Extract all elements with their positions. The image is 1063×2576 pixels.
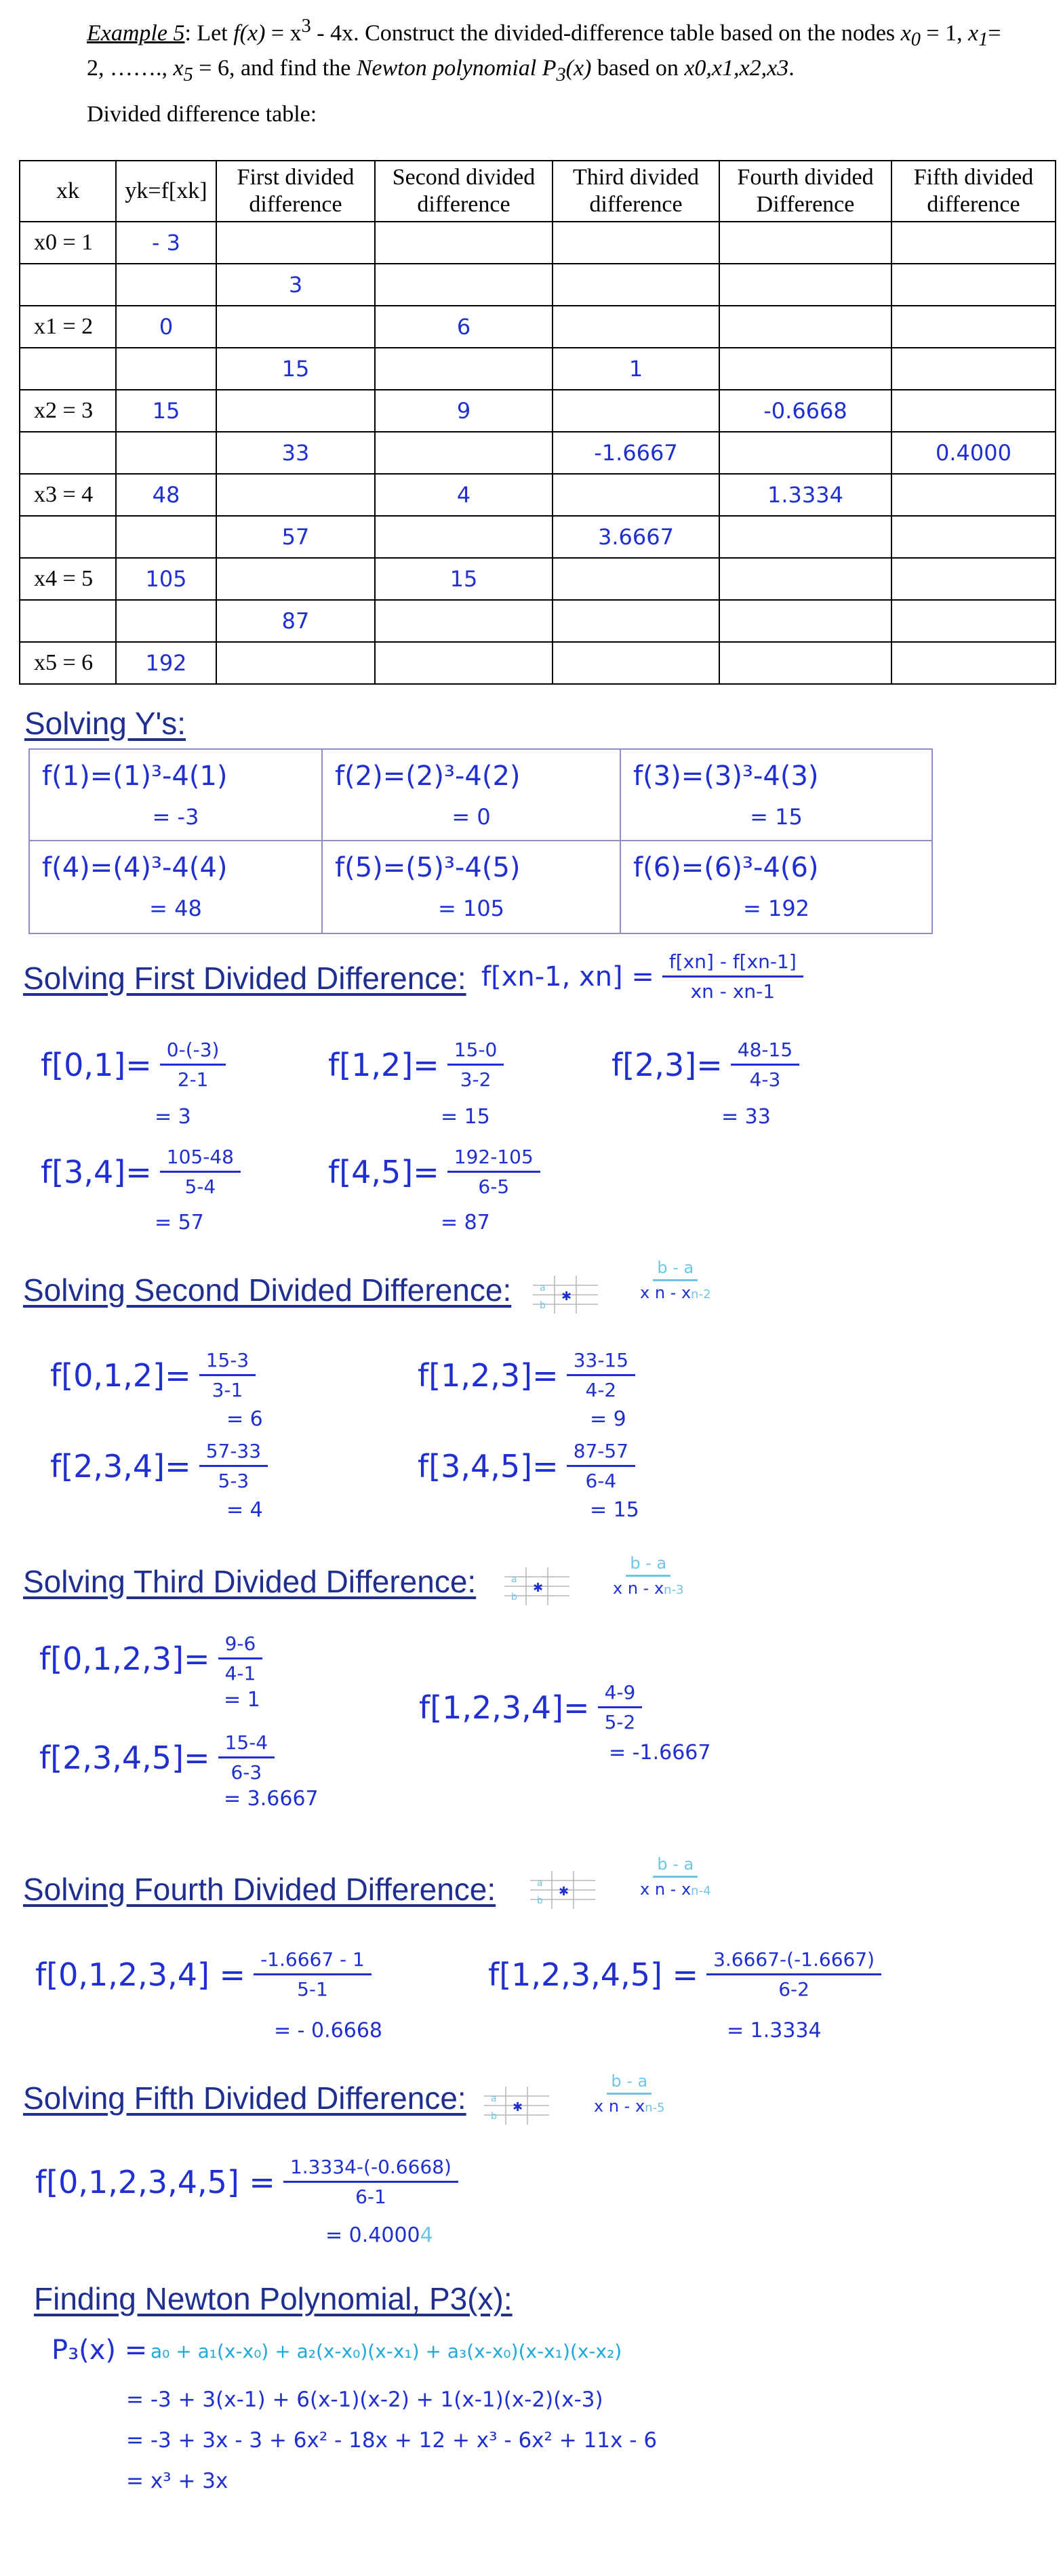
- eq-numerator: 48-15: [731, 1039, 799, 1066]
- table-row: [20, 558, 1056, 600]
- fourth-mini-formula: [640, 1855, 711, 1899]
- svg-text:a: a: [511, 1574, 517, 1585]
- cell-xk: x3 = 4: [20, 474, 116, 516]
- cell-xk: x0 = 1: [20, 222, 116, 264]
- eq-fraction: [447, 1039, 504, 1091]
- eq-denominator: 5-3: [218, 1470, 249, 1492]
- formula-denominator: xn - xn-1: [690, 980, 776, 1003]
- cell-xk: [20, 264, 116, 306]
- p-arg: (x): [565, 56, 592, 81]
- first-eq-0: [41, 1039, 226, 1091]
- table-row: [20, 264, 1056, 306]
- eq-denominator: 3-2: [460, 1068, 492, 1091]
- eq-fraction: [218, 1632, 263, 1685]
- problem-statement: [87, 12, 1009, 89]
- mini-table-icon: [530, 1871, 595, 1909]
- cell-d4: [719, 600, 891, 642]
- intro-text: = x: [265, 20, 302, 46]
- heading-fourth-divided: Solving Fourth Divided Difference:: [23, 1872, 496, 1907]
- formula-numerator: f[xn] - f[xn-1]: [662, 950, 803, 978]
- cell-y: - 3: [116, 222, 216, 264]
- second-result-1: = 9: [590, 1407, 626, 1431]
- cell-d4: 1.3334: [719, 474, 891, 516]
- first-eq-1: [328, 1039, 504, 1091]
- cell-d3: [553, 558, 719, 600]
- eq-denominator: 5-1: [297, 1978, 328, 2000]
- header-second: Second divided difference: [375, 161, 553, 222]
- y-cell: [621, 750, 931, 841]
- newton-lhs: P₃(x) =: [52, 2335, 148, 2366]
- eq-lhs: f[2,3]=: [611, 1046, 723, 1083]
- y-equation: f(3)=(3)³-4(3): [633, 761, 819, 792]
- cell-d2: [375, 432, 553, 474]
- cell-d3: 1: [553, 348, 719, 390]
- cell-d3: [553, 474, 719, 516]
- y-result: = 105: [437, 895, 505, 921]
- cell-d4: [719, 222, 891, 264]
- eq-numerator: 15-0: [447, 1039, 504, 1066]
- intro-text: : Let: [184, 20, 234, 46]
- cell-d3: [553, 642, 719, 684]
- fourth-eq-0: [35, 1948, 372, 2000]
- cell-d2: [375, 600, 553, 642]
- third-result-1: = -1.6667: [609, 1741, 711, 1765]
- cell-d4: [719, 348, 891, 390]
- cell-d5: [891, 306, 1056, 348]
- y-equation: f(4)=(4)³-4(4): [42, 852, 228, 883]
- cell-y: 48: [116, 474, 216, 516]
- third-eq-1: [419, 1681, 642, 1733]
- cell-d1: 87: [216, 600, 375, 642]
- table-row: [20, 348, 1056, 390]
- cell-d1: 57: [216, 516, 375, 558]
- cell-d5: [891, 558, 1056, 600]
- svg-text:b: b: [511, 1592, 517, 1603]
- eq-lhs: f[1,2]=: [328, 1046, 439, 1083]
- cell-y: 105: [116, 558, 216, 600]
- table-row: [20, 642, 1056, 684]
- table-header-row: [20, 161, 1056, 222]
- y-cell: [30, 750, 323, 841]
- mini-den-main: x n - x: [640, 1880, 691, 1899]
- formula-fraction: [662, 950, 803, 1003]
- x5-var: x: [173, 56, 184, 81]
- cell-d5: [891, 390, 1056, 432]
- cell-d2: [375, 222, 553, 264]
- header-first: First divided difference: [216, 161, 375, 222]
- eq-numerator: 87-57: [567, 1440, 635, 1467]
- eq-fraction: [199, 1440, 268, 1492]
- third-result-2: = 3.6667: [224, 1787, 319, 1811]
- first-divided-formula: [481, 950, 803, 1003]
- second-eq-3: [418, 1440, 635, 1492]
- intro-text: based on: [591, 56, 685, 81]
- cell-d3: [553, 222, 719, 264]
- x1-var: x: [968, 20, 979, 46]
- eq-fraction: [283, 2156, 458, 2208]
- cell-d5: [891, 474, 1056, 516]
- cell-d1: [216, 222, 375, 264]
- eq-numerator: 1.3334-(-0.6668): [283, 2156, 458, 2183]
- y-equation: f(1)=(1)³-4(1): [42, 761, 228, 792]
- cell-y: 192: [116, 642, 216, 684]
- cell-xk: x5 = 6: [20, 642, 116, 684]
- mini-numerator: b - a: [607, 2072, 651, 2095]
- x0-sub: 0: [910, 29, 921, 51]
- table-row: [20, 390, 1056, 432]
- cell-d3: [553, 390, 719, 432]
- eq-lhs: f[0,1,2,3]=: [39, 1640, 210, 1677]
- eq-fraction: [160, 1039, 226, 1091]
- formula-lhs: f[xn-1, xn] =: [481, 961, 654, 992]
- cell-xk: [20, 516, 116, 558]
- first-result-4: = 87: [441, 1211, 490, 1234]
- third-result-0: = 1: [224, 1688, 260, 1712]
- eq-denominator: 3-1: [212, 1379, 243, 1401]
- cell-d1: 33: [216, 432, 375, 474]
- cell-d5: [891, 348, 1056, 390]
- fifth-result-main: = 0.4000: [325, 2223, 420, 2247]
- eq-fraction: [218, 1731, 275, 1784]
- intro-text: .: [788, 56, 795, 81]
- cell-d1: [216, 306, 375, 348]
- header-fifth: Fifth divided difference: [891, 161, 1056, 222]
- cell-d4: [719, 306, 891, 348]
- mini-denominator: [594, 2095, 665, 2116]
- cell-d2: [375, 642, 553, 684]
- eq-fraction: [447, 1146, 540, 1198]
- eq-lhs: f[1,2,3,4,5] =: [488, 1956, 699, 1993]
- mini-den-sub: n-3: [664, 1583, 684, 1597]
- third-eq-2: [39, 1731, 275, 1784]
- mini-den-main: x n - x: [640, 1283, 691, 1302]
- mini-denominator: [640, 1878, 711, 1899]
- heading-third-divided: Solving Third Divided Difference:: [23, 1564, 477, 1599]
- y-result: = 0: [452, 804, 491, 830]
- cell-d5: [891, 222, 1056, 264]
- table-row: [20, 306, 1056, 348]
- cell-d2: 6: [375, 306, 553, 348]
- cell-d3: -1.6667: [553, 432, 719, 474]
- eq-fraction: [567, 1440, 635, 1492]
- newton-step-2: = -3 + 3x - 3 + 6x² - 18x + 12 + x³ - 6x² + 11x - 6: [126, 2428, 658, 2453]
- cell-d2: 4: [375, 474, 553, 516]
- newton-step-1: = -3 + 3(x-1) + 6(x-1)(x-2) + 1(x-1)(x-2)(x-3): [126, 2388, 603, 2412]
- example-label: Example 5: [87, 20, 185, 46]
- eq-fraction: [731, 1039, 799, 1091]
- second-result-0: = 6: [226, 1407, 263, 1431]
- mini-den-sub: n-2: [691, 1287, 711, 1302]
- first-result-2: = 33: [721, 1105, 771, 1129]
- mini-table-icon: [533, 1276, 598, 1314]
- eq-denominator: 6-4: [585, 1470, 617, 1492]
- divided-difference-table: [19, 160, 1056, 685]
- fifth-result: [325, 2223, 433, 2247]
- heading-second-divided: Solving Second Divided Difference:: [23, 1272, 512, 1308]
- cell-d5: [891, 516, 1056, 558]
- cell-xk: [20, 600, 116, 642]
- cell-d5: [891, 642, 1056, 684]
- eq-lhs: f[0,1,2,3,4] =: [35, 1956, 246, 1993]
- cell-d5: [891, 264, 1056, 306]
- mini-table-icon: [504, 1567, 569, 1605]
- eq-numerator: 192-105: [447, 1146, 540, 1173]
- eq-numerator: -1.6667 - 1: [254, 1948, 372, 1975]
- heading-solving-y: Solving Y's:: [24, 706, 186, 741]
- y-cell: [621, 841, 931, 933]
- eq-denominator: 6-5: [478, 1175, 510, 1198]
- cell-xk: x2 = 3: [20, 390, 116, 432]
- second-eq-2: [50, 1440, 268, 1492]
- newton-general-form: a₀ + a₁(x-x₀) + a₂(x-x₀)(x-x₁) + a₃(x-x₀)(x-x₁)(x-x₂): [151, 2340, 622, 2362]
- cell-d4: [719, 516, 891, 558]
- fourth-eq-1: [488, 1948, 881, 2000]
- y-result: = -3: [152, 804, 199, 830]
- cell-d2: 15: [375, 558, 553, 600]
- cell-d3: [553, 264, 719, 306]
- first-eq-4: [328, 1146, 540, 1198]
- table-row: [20, 432, 1056, 474]
- intro-text: = 1,: [920, 20, 969, 46]
- svg-text:b: b: [540, 1300, 546, 1311]
- eq-denominator: 5-4: [184, 1175, 216, 1198]
- table-row: [20, 600, 1056, 642]
- cell-y: [116, 348, 216, 390]
- y-cell: [323, 750, 621, 841]
- mini-den-sub: n-5: [645, 2101, 665, 2115]
- eq-denominator: 6-1: [355, 2186, 386, 2208]
- cell-d2: [375, 264, 553, 306]
- eq-numerator: 33-15: [567, 1349, 635, 1376]
- newton-label: Newton polynomial P: [356, 56, 557, 81]
- first-result-1: = 15: [441, 1105, 490, 1129]
- eq-fraction: [254, 1948, 372, 2000]
- heading-first-divided: Solving First Divided Difference:: [23, 961, 466, 996]
- mini-numerator: b - a: [626, 1554, 670, 1577]
- cell-d4: [719, 558, 891, 600]
- heading-newton: Finding Newton Polynomial, P3(x):: [34, 2281, 513, 2316]
- y-cell: [323, 841, 621, 933]
- eq-lhs: f[4,5]=: [328, 1153, 439, 1190]
- eq-lhs: f[0,1,2]=: [50, 1356, 191, 1394]
- second-result-2: = 4: [226, 1498, 263, 1522]
- intro-text: = 6, and find the: [193, 56, 357, 81]
- cell-d1: 3: [216, 264, 375, 306]
- header-third: Third divided difference: [553, 161, 719, 222]
- eq-fraction: [598, 1681, 643, 1733]
- intro-text: = 2, …….,: [87, 20, 1001, 81]
- first-result-3: = 57: [155, 1211, 204, 1234]
- cell-d4: [719, 264, 891, 306]
- y-result: = 15: [750, 804, 803, 830]
- header-fourth: Fourth divided Difference: [719, 161, 891, 222]
- cell-d1: [216, 558, 375, 600]
- cell-d5: 0.4000: [891, 432, 1056, 474]
- cell-d3: [553, 306, 719, 348]
- eq-numerator: 105-48: [160, 1146, 241, 1173]
- x1-sub: 1: [978, 29, 988, 51]
- svg-text:✱: ✱: [561, 1289, 572, 1304]
- fourth-result-0: = - 0.6668: [274, 2019, 383, 2042]
- eq-numerator: 3.6667-(-1.6667): [706, 1948, 881, 1975]
- eq-numerator: 0-(-3): [160, 1039, 226, 1066]
- svg-text:a: a: [540, 1283, 546, 1293]
- eq-fraction: [706, 1948, 881, 2000]
- second-result-3: = 15: [590, 1498, 639, 1522]
- p-sub: 3: [556, 64, 566, 85]
- cell-d2: [375, 348, 553, 390]
- svg-text:✱: ✱: [559, 1885, 569, 1899]
- y-equation: f(2)=(2)³-4(2): [335, 761, 521, 792]
- eq-denominator: 2-1: [177, 1068, 209, 1091]
- table-row: [20, 474, 1056, 516]
- eq-lhs: f[2,3,4]=: [50, 1447, 191, 1485]
- svg-text:✱: ✱: [533, 1581, 544, 1595]
- nodes-list: x0,x1,x2,x3: [684, 56, 789, 81]
- svg-text:✱: ✱: [513, 2100, 523, 2114]
- first-eq-3: [41, 1146, 241, 1198]
- exponent: 3: [301, 16, 311, 37]
- eq-numerator: 15-3: [199, 1349, 256, 1376]
- cell-y: 15: [116, 390, 216, 432]
- eq-numerator: 9-6: [218, 1632, 263, 1659]
- heading-fifth-divided: Solving Fifth Divided Difference:: [23, 2080, 466, 2116]
- eq-denominator: 4-2: [585, 1379, 617, 1401]
- fourth-result-1: = 1.3334: [727, 2019, 822, 2042]
- eq-lhs: f[1,2,3,4]=: [419, 1689, 590, 1726]
- mini-denominator: [640, 1281, 711, 1302]
- svg-text:b: b: [491, 2111, 497, 2122]
- table-caption: Divided difference table:: [87, 102, 317, 127]
- intro-text: - 4x. Construct the divided-difference table based on the nodes: [310, 20, 901, 46]
- cell-y: [116, 432, 216, 474]
- y-result: = 48: [149, 895, 202, 921]
- mini-den-main: x n - x: [594, 2097, 645, 2116]
- eq-denominator: 6-2: [778, 1978, 809, 2000]
- y-equation: f(5)=(5)³-4(5): [335, 852, 521, 883]
- mini-table-icon: [484, 2087, 549, 2125]
- eq-denominator: 4-3: [749, 1068, 781, 1091]
- mini-numerator: b - a: [653, 1855, 698, 1878]
- cell-xk: [20, 348, 116, 390]
- eq-numerator: 57-33: [199, 1440, 268, 1467]
- second-eq-1: [418, 1349, 635, 1401]
- eq-fraction: [199, 1349, 256, 1401]
- cell-xk: x4 = 5: [20, 558, 116, 600]
- third-eq-0: [39, 1632, 262, 1685]
- y-cell: [30, 841, 323, 933]
- mini-numerator: b - a: [653, 1258, 698, 1281]
- eq-fraction: [160, 1146, 241, 1198]
- cell-y: [116, 600, 216, 642]
- newton-result: = x³ + 3x: [126, 2469, 228, 2493]
- fifth-result-tail: 4: [420, 2223, 433, 2247]
- cell-y: 0: [116, 306, 216, 348]
- eq-lhs: f[0,1,2,3,4,5] =: [35, 2163, 275, 2200]
- cell-y: [116, 264, 216, 306]
- first-eq-2: [611, 1039, 799, 1091]
- eq-lhs: f[1,2,3]=: [418, 1356, 559, 1394]
- cell-d1: 15: [216, 348, 375, 390]
- eq-lhs: f[0,1]=: [41, 1046, 152, 1083]
- cell-d3: [553, 600, 719, 642]
- cell-d4: [719, 642, 891, 684]
- mini-denominator: [613, 1577, 684, 1598]
- table-row: [20, 222, 1056, 264]
- cell-d3: 3.6667: [553, 516, 719, 558]
- cell-d2: [375, 516, 553, 558]
- eq-denominator: 4-1: [224, 1662, 256, 1685]
- cell-d1: [216, 474, 375, 516]
- fx-label: f(x): [233, 20, 266, 46]
- cell-d4: [719, 432, 891, 474]
- mini-den-main: x n - x: [613, 1579, 664, 1598]
- eq-lhs: f[2,3,4,5]=: [39, 1739, 210, 1776]
- cell-xk: x1 = 2: [20, 306, 116, 348]
- eq-denominator: 5-2: [604, 1711, 636, 1733]
- cell-d1: [216, 642, 375, 684]
- svg-text:a: a: [491, 2093, 497, 2104]
- second-eq-0: [50, 1349, 256, 1401]
- third-mini-formula: [613, 1554, 684, 1598]
- eq-fraction: [567, 1349, 635, 1401]
- eq-denominator: 6-3: [230, 1761, 262, 1784]
- first-result-0: = 3: [155, 1105, 191, 1129]
- eq-numerator: 15-4: [218, 1731, 275, 1758]
- table-row: [20, 516, 1056, 558]
- cell-d5: [891, 600, 1056, 642]
- eq-lhs: f[3,4]=: [41, 1153, 152, 1190]
- second-mini-formula: [640, 1258, 711, 1302]
- cell-xk: [20, 432, 116, 474]
- fifth-mini-formula: [594, 2072, 665, 2116]
- cell-d1: [216, 390, 375, 432]
- cell-d4: -0.6668: [719, 390, 891, 432]
- svg-text:b: b: [537, 1895, 543, 1906]
- y-equation: f(6)=(6)³-4(6): [633, 852, 819, 883]
- mini-den-sub: n-4: [691, 1884, 711, 1898]
- header-yk: yk=f[xk]: [116, 161, 216, 222]
- svg-text:a: a: [537, 1878, 543, 1889]
- y-result: = 192: [742, 895, 810, 921]
- header-xk: xk: [20, 161, 116, 222]
- fifth-eq: [35, 2156, 458, 2208]
- x5-sub: 5: [183, 64, 193, 85]
- cell-d2: 9: [375, 390, 553, 432]
- x0-var: x: [900, 20, 911, 46]
- eq-lhs: f[3,4,5]=: [418, 1447, 559, 1485]
- cell-y: [116, 516, 216, 558]
- y-values-grid: [28, 748, 933, 934]
- eq-numerator: 4-9: [598, 1681, 643, 1708]
